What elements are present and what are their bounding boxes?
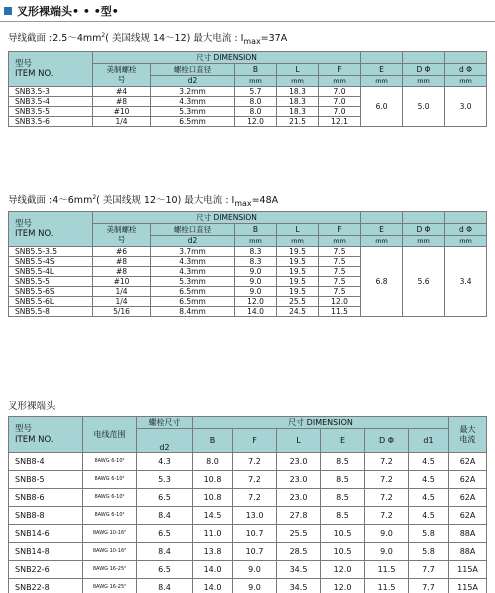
e-header: E — [361, 64, 403, 76]
screw-header: 美制螺栓号 — [93, 224, 151, 247]
d-header: D Φ — [403, 64, 445, 76]
d-small-header: d Φ — [445, 64, 487, 76]
b-header: B — [235, 224, 277, 236]
table-row: SNB14-8 8AWG 10-16² 8.4 13.8 10.7 28.5 10.5 9.0 5.8 88A — [9, 543, 487, 561]
f-header: F — [319, 64, 361, 76]
dimension-header: 尺寸 DIMENSION — [93, 212, 361, 224]
unit-mm: mm — [445, 76, 487, 87]
shared-e: 6.0 — [361, 87, 403, 127]
unit-mm: mm — [235, 76, 277, 87]
l-header: L — [277, 429, 321, 453]
e-header-top — [361, 52, 403, 64]
shared-d-small: 3.4 — [445, 247, 487, 317]
d-header: D Φ — [365, 429, 409, 453]
d2-header: d2 — [151, 76, 235, 87]
dimension-header: 尺寸 DIMENSION — [193, 417, 449, 429]
e-header: E — [321, 429, 365, 453]
table-section2: 型号 ITEM NO. 尺寸 DIMENSION 美制螺栓号 螺栓口直径 B L F E D Φ d Φ d2 mm mm mm mm mm mm SNB5.5-3.5 #6 3.7mm 8.3 19.5 7.5 6.8 5.6 3.4 SNB5.5-4S #8 4.3mm 8.3 19.5 7.5 SNB5.5-4L #8 4.3mm 9.0 19.5 7.5 SNB5.5-5 #10 5.3mm 9.0 19.5 7.5 SNB5.5-6S 1/4 6.5mm 9.0 19.5 7.5 SNB5.5-6L 1/4 6.5mm 12.0 25.5 12.0 SNB5.5-8 5/16 8.4mm 14.0 24.5 11.5 — [8, 211, 487, 317]
b-header: B — [193, 429, 233, 453]
table-row: SNB5.5-4S #8 4.3mm 8.3 19.5 7.5 — [9, 257, 487, 267]
section3-title: 叉形裸端头 — [8, 401, 56, 412]
table-row: SNB14-6 8AWG 10-16² 6.5 11.0 10.7 25.5 10.5 9.0 5.8 88A — [9, 525, 487, 543]
table-row: SNB8-8 8AWG 6-10² 8.4 14.5 13.0 27.8 8.5 7.2 4.5 62A — [9, 507, 487, 525]
table-row: SNB5.5-8 5/16 8.4mm 14.0 24.5 11.5 — [9, 307, 487, 317]
table-row: SNB5.5-3.5 #6 3.7mm 8.3 19.5 7.5 6.8 5.6 3.4 — [9, 247, 487, 257]
current-header: 最大 电流 — [449, 417, 487, 453]
model-header: 型号 ITEM NO. — [9, 417, 83, 453]
d2-header: d2 — [151, 236, 235, 247]
table-row: SNB5.5-5 #10 5.3mm 9.0 19.5 7.5 — [9, 277, 487, 287]
title-bar — [0, 0, 495, 22]
hole-header: 螺栓口直径 — [151, 224, 235, 236]
model-header: 型号 ITEM NO. — [9, 52, 93, 87]
table-row: SNB3.5-5 #10 5.3mm 8.0 18.3 7.0 — [9, 107, 487, 117]
section2-spec: 导线截面 $:4\sim 6mm^2$( 美国线规 12～10) 最大电流 : $I_{max}=48A$ — [8, 193, 279, 208]
shared-d: 5.6 — [403, 247, 445, 317]
l-header: L — [277, 224, 319, 236]
shared-d: 5.0 — [403, 87, 445, 127]
shared-e: 6.8 — [361, 247, 403, 317]
unit-mm: mm — [277, 76, 319, 87]
section1-spec: 导线截面 $:2.5\sim 4mm^2$( 美国线规 14～12) 最大电流 : $I_{max}=37A$ — [8, 31, 288, 46]
range-header: 电线范围 — [83, 417, 137, 453]
table-row: SNB5.5-4L #8 4.3mm 9.0 19.5 7.5 — [9, 267, 487, 277]
d2-header: d2 — [137, 429, 193, 453]
unit-mm: mm — [361, 76, 403, 87]
table-row: SNB8-4 8AWG 6-10² 4.3 8.0 7.2 23.0 8.5 7.2 4.5 62A — [9, 453, 487, 471]
d-header: D Φ — [403, 224, 445, 236]
unit-mm: mm — [403, 76, 445, 87]
table-row: SNB22-8 8AWG 16-25² 8.4 14.0 9.0 34.5 12.0 11.5 7.7 115A — [9, 579, 487, 593]
d-header-top — [403, 52, 445, 64]
shared-d-small: 3.0 — [445, 87, 487, 127]
d-small-header-top — [445, 52, 487, 64]
unit-mm: mm — [319, 76, 361, 87]
hole-header: 螺栓口直径 — [151, 64, 235, 76]
f-header: F — [319, 224, 361, 236]
screw-header: 美制螺栓号 — [93, 64, 151, 87]
table-row: SNB8-5 8AWG 6-10² 5.3 10.8 7.2 23.0 8.5 7.2 4.5 62A — [9, 471, 487, 489]
b-header: B — [235, 64, 277, 76]
l-header: L — [277, 64, 319, 76]
table-row: SNB3.5-4 #8 4.3mm 8.0 18.3 7.0 — [9, 97, 487, 107]
table-row: SNB3.5-3 #4 3.2mm 5.7 18.3 7.0 6.0 5.0 3.0 — [9, 87, 487, 97]
table-row: SNB3.5-6 1/4 6.5mm 12.0 21.5 12.1 — [9, 117, 487, 127]
table-row: SNB5.5-6L 1/4 6.5mm 12.0 25.5 12.0 — [9, 297, 487, 307]
dimension-header: 尺寸 DIMENSION — [93, 52, 361, 64]
f-header: F — [233, 429, 277, 453]
d-small-header: d Φ — [445, 224, 487, 236]
e-header: E — [361, 224, 403, 236]
page-title: 叉形裸端头• • •型• — [17, 4, 119, 18]
title-square-icon — [4, 7, 12, 15]
table-section3 — [8, 416, 487, 593]
model-header: 型号 ITEM NO. — [9, 212, 93, 247]
table-section1 — [8, 51, 487, 127]
table-row: SNB8-6 8AWG 6-10² 6.5 10.8 7.2 23.0 8.5 7.2 4.5 62A — [9, 489, 487, 507]
size-header: 螺栓尺寸 — [137, 417, 193, 429]
d1-header: d1 — [409, 429, 449, 453]
table-row: SNB22-6 8AWG 16-25² 6.5 14.0 9.0 34.5 12.0 11.5 7.7 115A — [9, 561, 487, 579]
table-row: SNB5.5-6S 1/4 6.5mm 9.0 19.5 7.5 — [9, 287, 487, 297]
